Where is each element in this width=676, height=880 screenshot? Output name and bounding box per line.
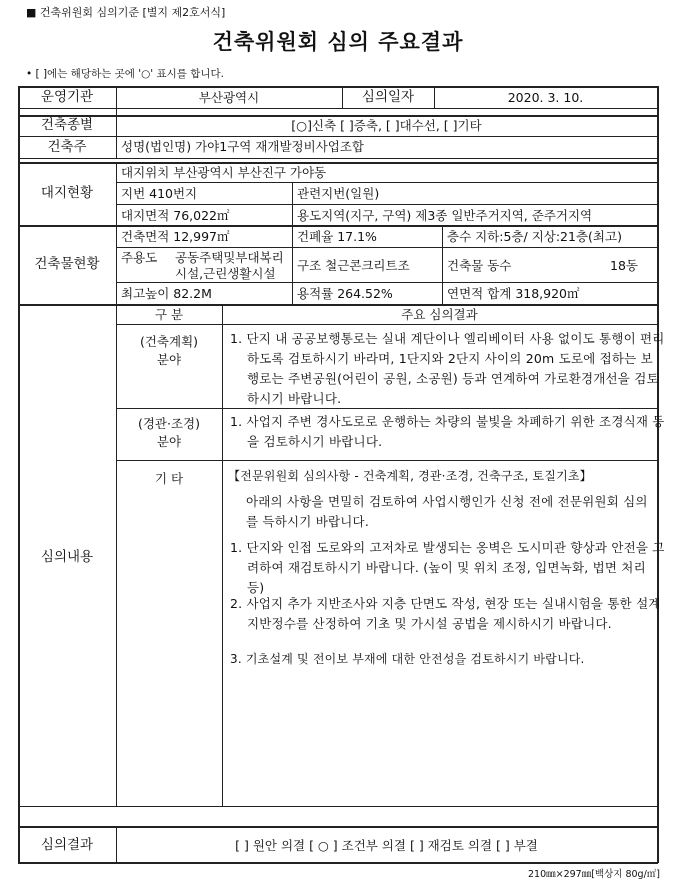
operator-value: 부산광역시 <box>198 90 260 105</box>
review-content-label: 심의내용 <box>40 549 94 565</box>
building-floor-area: 건축면적 12,997㎡ <box>121 229 230 244</box>
building-floors: 층수 지하:5층/ 지상:21층(최고) <box>447 229 622 244</box>
etc-item-2: 2. 사업지 추가 지반조사와 지층 단면도 작성, 현장 또는 실내시험을 통한 설계지반정수를 산정하여 기초 및 가시설 공법을 제시하시기 바랍니다. <box>230 596 661 631</box>
instruction-note: • [ ]에는 해당하는 곳에 '○' 표시를 합니다. <box>26 68 225 80</box>
site-zoning: 용도지역(지구, 구역) 제3종 일반주거지역, 준주거지역 <box>297 208 593 223</box>
arch-category-line2: 분야 <box>156 352 182 367</box>
building-far: 용적률 264.52% <box>297 286 393 301</box>
building-use-line2: 시설,근린생활시설 <box>175 266 276 281</box>
building-count-value: 18동 <box>610 258 638 273</box>
site-lot-number: 지번 410번지 <box>121 186 198 201</box>
form-header-tag: ■ 건축위원회 심의기준 [별지 제2호서식] <box>26 6 226 19</box>
landscape-category-line1: (경관·조경) <box>137 416 201 431</box>
etc-item-3: 3. 기초설계 및 전이보 부재에 대한 안전성을 검토하시기 바랍니다. <box>230 652 585 666</box>
operator-label: 운영기관 <box>40 89 94 105</box>
owner-value: 성명(법인명) 가야1구역 재개발정비사업조합 <box>121 139 365 154</box>
site-location: 대지위치 부산광역시 부산진구 가야동 <box>121 165 327 180</box>
owner-label: 건축주 <box>47 139 87 155</box>
etc-intro: 아래의 사항을 면밀히 검토하여 사업시행인가 신청 전에 전문위원회 심의를 득하시기 바랍니다. <box>246 494 648 529</box>
etc-category: 기 타 <box>154 471 184 486</box>
site-area: 대지면적 76,022㎡ <box>121 208 230 223</box>
review-date-label: 심의일자 <box>361 89 415 105</box>
column-category: 구 분 <box>154 307 184 322</box>
building-type-label: 건축종별 <box>40 117 94 133</box>
building-type-value: [○]신축 [ ]증축, [ ]대수선, [ ]기타 <box>291 118 482 133</box>
review-date-value: 2020. 3. 10. <box>507 90 584 105</box>
column-result: 주요 심의결과 <box>401 307 478 322</box>
building-status-label: 건축물현황 <box>34 256 100 272</box>
review-result-label: 심의결과 <box>40 837 94 853</box>
building-height: 최고높이 82.2M <box>121 286 212 301</box>
landscape-result-text: 1. 사업지 주변 경사도로로 운행하는 차량의 불빛을 차폐하기 위한 조경식재 등을 검토하시기 바랍니다. <box>230 414 665 449</box>
review-result-value: [ ] 원안 의결 [ ○ ] 조건부 의결 [ ] 재검토 의결 [ ] 부결 <box>235 838 538 853</box>
arch-category-line1: (건축계획) <box>139 334 199 349</box>
site-status-label: 대지현황 <box>40 185 94 201</box>
landscape-category-line2: 분야 <box>156 434 182 449</box>
paper-size-note: 210㎜×297㎜[백상지 80g/㎡] <box>527 869 660 880</box>
document-title: 건축위원회 심의 주요결과 <box>212 30 464 54</box>
building-use-label: 주용도 <box>121 250 158 265</box>
building-count-label: 건축물 동수 <box>447 258 512 273</box>
building-structure: 구조 철근콘크리트조 <box>297 258 410 273</box>
etc-committee-title: 【전문위원회 심의사항 - 건축계획, 경관·조경, 건축구조, 토질기초】 <box>228 469 592 483</box>
building-coverage: 건폐율 17.1% <box>297 229 377 244</box>
arch-result-text: 1. 단지 내 공공보행통로는 실내 계단이나 엘리베이터 사용 없이도 통행이 편리하도록 검토하시기 바라며, 1단지와 2단지 사이의 20m 도로에 접하는 보행로는 주변공원(어린이 공원, 소공원) 등과 연계하여 가로환경개선을 검토하시기 바랍니다. <box>230 331 665 406</box>
etc-item-1: 1. 단지와 인접 도로와의 고저차로 발생되는 옹벽은 도시미관 향상과 안전을 고려하여 재검토하시기 바랍니다. (높이 및 위치 조정, 입면녹화, 법면 처리 등) <box>230 540 665 595</box>
building-use-line1: 공동주택및부대복리 <box>175 250 284 265</box>
site-related-lot: 관련지번(일원) <box>297 186 380 201</box>
building-total-area: 연면적 합계 318,920㎡ <box>447 286 580 301</box>
